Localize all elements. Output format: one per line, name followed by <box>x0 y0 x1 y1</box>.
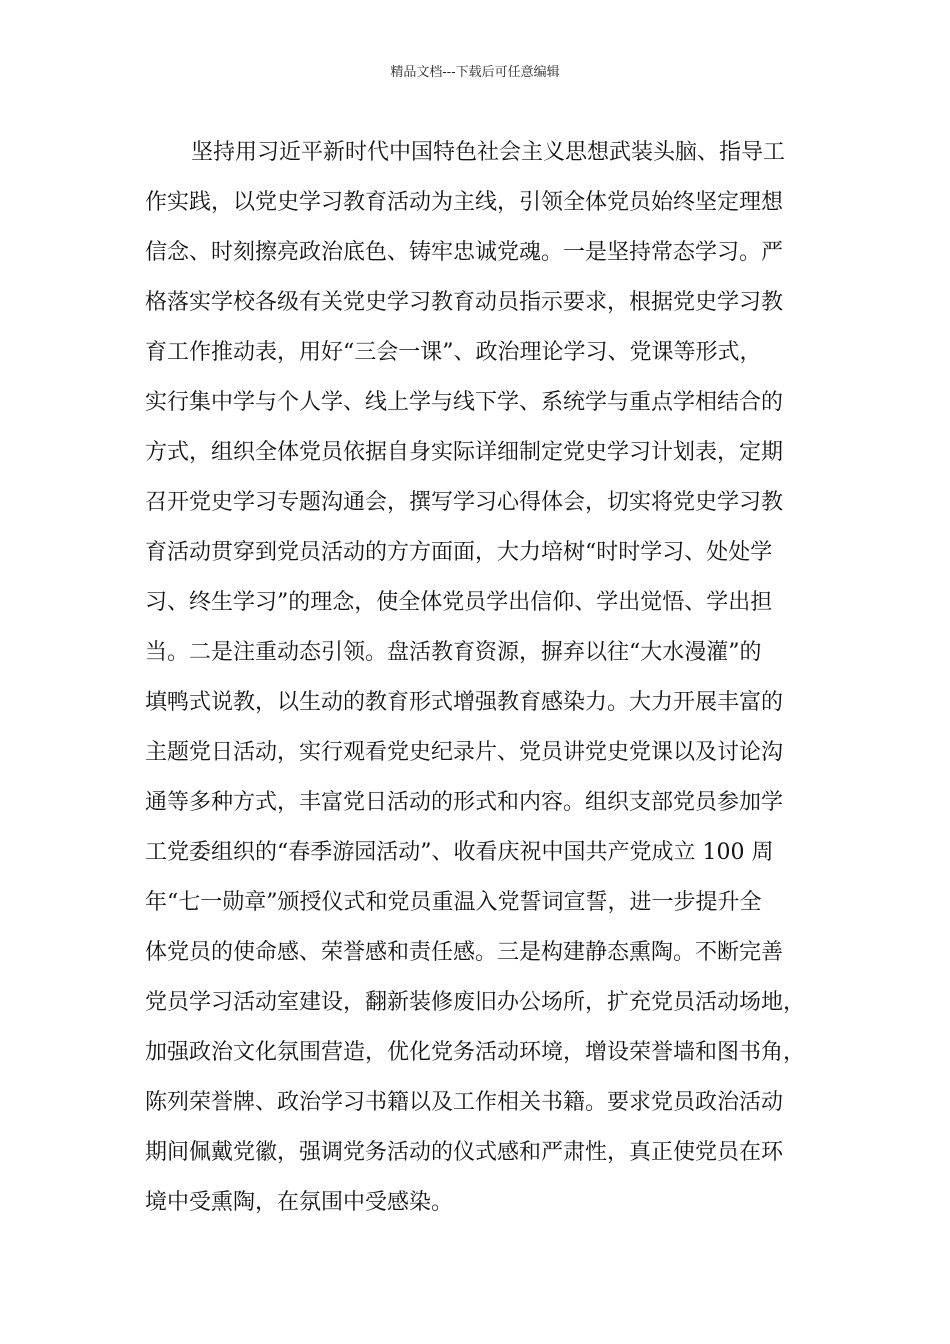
text-line: 填鸭式说教，以生动的教育形式增强教育感染力。大力开展丰富的 <box>145 690 784 715</box>
text-line: 年“七一勋章”颁授仪式和党员重温入党誓词宣誓，进一步提升全 <box>145 890 762 915</box>
text-line: 工党委组织的“春季游园活动”、收看庆祝中国共产党成立 100 周 <box>145 840 774 865</box>
text-line: 陈列荣誉牌、政治学习书籍以及工作相关书籍。要求党员政治活动 <box>145 1090 784 1115</box>
text-line: 格落实学校各级有关党史学习教育动员指示要求，根据党史学习教 <box>145 290 784 315</box>
text-line: 育工作推动表，用好“三会一课”、政治理论学习、党课等形式， <box>145 340 762 365</box>
text-line: 加强政治文化氛围营造，优化党务活动环境，增设荣誉墙和图书角， <box>145 1040 806 1065</box>
text-line: 境中受熏陶，在氛围中受感染。 <box>145 1190 454 1215</box>
text-line: 实行集中学与个人学、线上学与线下学、系统学与重点学相结合的 <box>145 390 784 415</box>
text-line: 育活动贯穿到党员活动的方方面面，大力培树“时时学习、处处学 <box>145 540 773 565</box>
text-line: 坚持用习近平新时代中国特色社会主义思想武装头脑、指导工 <box>191 140 786 165</box>
text-line: 主题党日活动，实行观看党史纪录片、党员讲党史党课以及讨论沟 <box>145 740 784 765</box>
text-line: 召开党史学习专题沟通会，撰写学习心得体会，切实将党史学习教 <box>145 490 784 515</box>
text-line: 体党员的使命感、荣誉感和责任感。三是构建静态熏陶。不断完善 <box>145 940 784 965</box>
text-line: 信念、时刻擦亮政治底色、铸牢忠诚党魂。一是坚持常态学习。严 <box>145 240 784 265</box>
text-line: 方式，组织全体党员依据自身实际详细制定党史学习计划表，定期 <box>145 440 784 465</box>
text-line: 期间佩戴党徽，强调党务活动的仪式感和严肃性，真正使党员在环 <box>145 1140 784 1165</box>
page-header: 精品文档---下载后可任意编辑 <box>390 65 560 80</box>
text-line: 作实践，以党史学习教育活动为主线，引领全体党员始终坚定理想 <box>145 190 784 215</box>
text-line: 通等多种方式，丰富党日活动的形式和内容。组织支部党员参加学 <box>145 790 784 815</box>
text-line: 党员学习活动室建设，翻新装修废旧办公场所，扩充党员活动场地， <box>145 990 806 1015</box>
body-paragraph <box>145 128 817 1228</box>
text-line: 习、终生学习”的理念，使全体党员学出信仰、学出觉悟、学出担 <box>145 590 773 615</box>
text-line: 当。二是注重动态引领。盘活教育资源，摒弃以往“大水漫灌”的 <box>145 640 762 665</box>
